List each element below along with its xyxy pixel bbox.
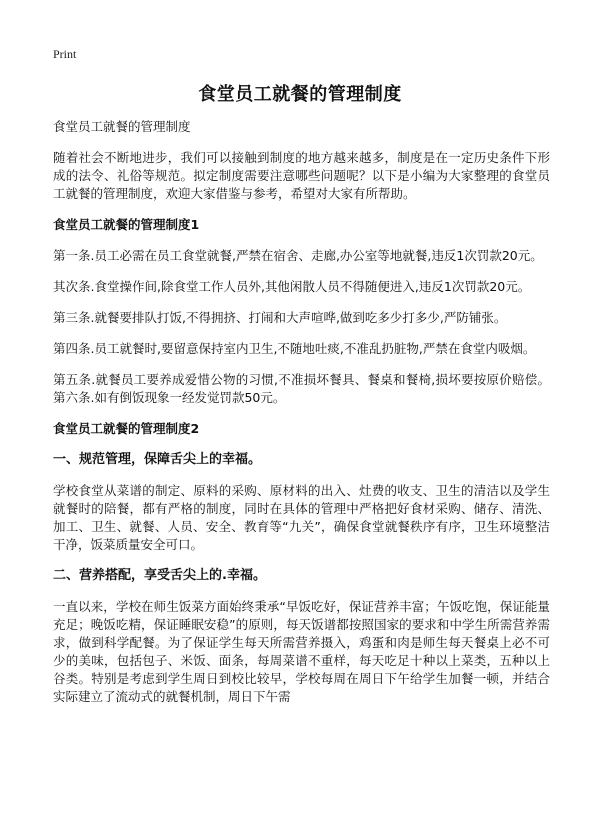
print-label: Print [53, 47, 77, 61]
section2-heading: 食堂员工就餐的管理制度2 [53, 421, 200, 436]
document-title: 食堂员工就餐的管理制度 [198, 84, 402, 105]
section2-paragraph-2: 一直以来，学校在师生饭菜方面始终秉承“早饭吃好，保证营养丰富；午饭吃饱，保证能量充足；晚饭吃精，保证睡眠安稳”的原则，每天饭谱都按照国家的要求和中学生所需营养需求，做到科学配餐。为了保证学生每天所需营养摄入，鸡蛋和肉是师生每天餐桌上必不可少的美味，包括包子、米饭、面条，每周菜谱不重样，每天吃足十种以上菜类，五种以上谷类。特别是考虑到学生周日到校比较早，学校每周在周日下午给学生加餐一顿，并结合实际建立了流动式的就餐机制，周日下午需 [53, 599, 550, 704]
section1-heading: 食堂员工就餐的管理制度1 [53, 217, 200, 232]
section1-article-3: 第三条.就餐要排队打饭,不得拥挤、打闹和大声喧哗,做到吃多少打多少,严防铺张。 [53, 310, 507, 325]
intro-paragraph: 随着社会不断地进步，我们可以接触到制度的地方越来越多，制度是在一定历史条件下形成的法令、礼俗等规范。拟定制度需要注意哪些问题呢？以下是小编为大家整理的食堂员工就餐的管理制度，欢迎大家借鉴与参考，希望对大家有所帮助。 [53, 150, 550, 201]
section2-subheading-2: 二、营养搭配，享受舌尖上的.幸福。 [53, 568, 266, 583]
section2-subheading-1: 一、规范管理，保障舌尖上的幸福。 [53, 452, 262, 467]
section2-paragraph-1: 学校食堂从菜谱的制定、原料的采购、原材料的出入、灶费的收支、卫生的清洁以及学生就餐时的陪餐，都有严格的制度，同时在具体的管理中严格把好食材采购、储存、清洗、加工、卫生、就餐、人员、安全、教育等“九关”，确保食堂就餐秩序有序，卫生环境整洁干净，饭菜质量安全可口。 [53, 483, 550, 552]
section1-article-5: 第五条.就餐员工要养成爱惜公物的习惯,不准损坏餐具、餐桌和餐椅,损坏要按原价赔偿。第六条.如有倒饭现象一经发觉罚款50元。 [53, 372, 550, 405]
section1-article-2: 其次条.食堂操作间,除食堂工作人员外,其他闲散人员不得随便进入,违反1次罚款20元。 [53, 279, 531, 294]
document-subtitle: 食堂员工就餐的管理制度 [53, 119, 191, 134]
section1-article-4: 第四条.员工就餐时,要留意保持室内卫生,不随地吐痰,不准乱扔脏物,严禁在食堂内吸烟。 [53, 341, 536, 356]
document-body [53, 118, 550, 719]
section1-article-1: 第一条.员工必需在员工食堂就餐,严禁在宿舍、走廊,办公室等地就餐,违反1次罚款20元。 [53, 248, 543, 263]
